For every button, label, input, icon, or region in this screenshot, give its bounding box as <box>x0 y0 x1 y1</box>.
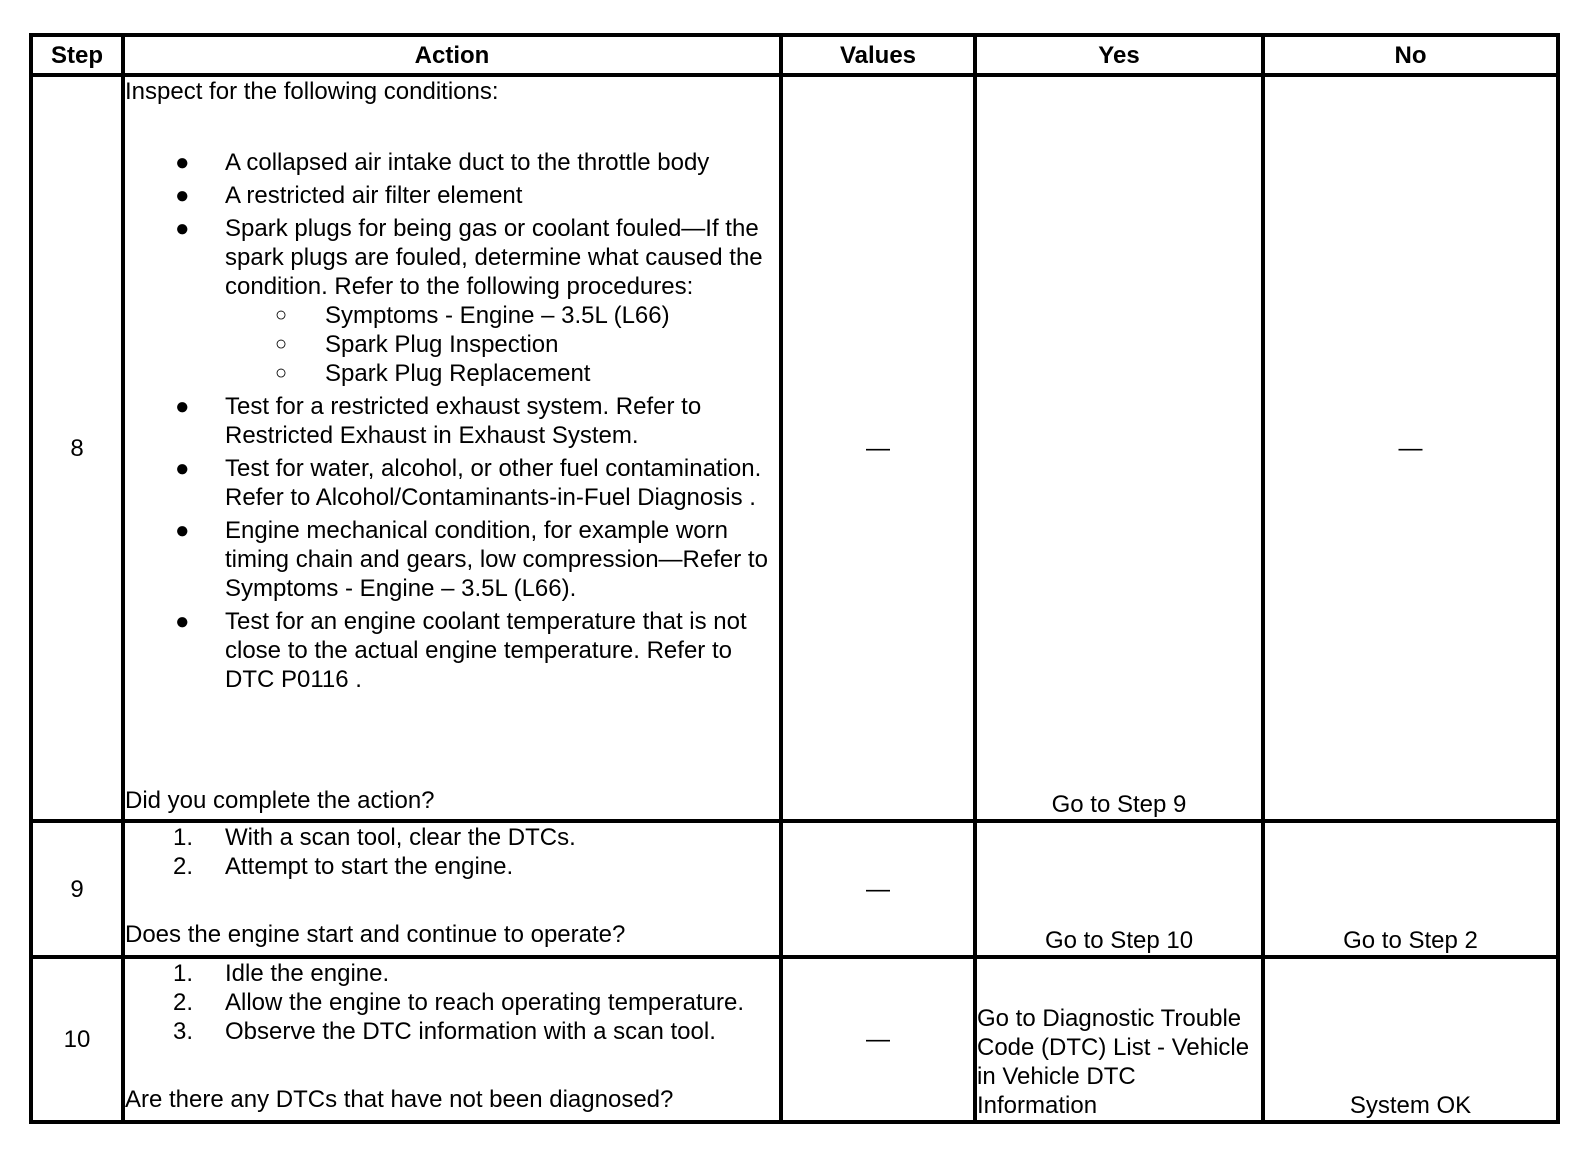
list-item: 2. Allow the engine to reach operating temperature. <box>173 989 744 1016</box>
action-intro: Inspect for the following conditions: <box>125 78 499 105</box>
list-item: 1. With a scan tool, clear the DTCs. <box>173 824 576 851</box>
yes-cell: Go to Step 10 <box>975 821 1263 957</box>
condition-list <box>125 148 779 698</box>
circle-bullet-icon: ○ <box>275 304 288 326</box>
list-item: ● Engine mechanical condition, for example worn timing chain and gears, low compression—Refer to Symptoms - Engine – 3.5L (L66). <box>175 517 768 602</box>
step-item-number: 2. <box>173 853 194 880</box>
bullet-icon: ● <box>175 182 190 209</box>
procedure-list <box>225 301 779 388</box>
header-step: Step <box>31 35 123 75</box>
step-number: 8 <box>31 75 123 821</box>
yes-cell: Go to Step 9 <box>975 75 1263 821</box>
action-question: Are there any DTCs that have not been diagnosed? <box>125 1086 674 1113</box>
step-item-number: 1. <box>173 824 194 851</box>
bullet-icon: ● <box>175 608 190 635</box>
values-cell: — <box>781 821 975 957</box>
action-question: Does the engine start and continue to operate? <box>125 921 626 948</box>
table-row-step-8 <box>31 75 1558 821</box>
bullet-icon: ● <box>175 149 190 176</box>
header-no: No <box>1263 35 1558 75</box>
list-item: ● Test for a restricted exhaust system. Refer to Restricted Exhaust in Exhaust System. <box>175 393 702 449</box>
bullet-icon: ● <box>175 215 190 242</box>
procedure-steps <box>125 959 779 1046</box>
action-cell <box>123 821 781 957</box>
no-cell: — <box>1263 75 1558 821</box>
list-item: 2. Attempt to start the engine. <box>173 853 514 880</box>
step-item-number: 2. <box>173 989 194 1016</box>
step-number: 10 <box>31 957 123 1122</box>
circle-bullet-icon: ○ <box>275 333 288 355</box>
bullet-icon: ● <box>175 455 190 482</box>
list-item: 1. Idle the engine. <box>173 960 390 987</box>
sub-list-item: ○ Spark Plug Replacement <box>275 360 591 387</box>
procedure-steps <box>125 823 779 881</box>
values-cell: — <box>781 957 975 1122</box>
list-item: ● Spark plugs for being gas or coolant fouled—If the spark plugs are fouled, determine what caused the condition. Refer to the following procedures: ○ Symptoms - Engine – 3.5L (L66) ○ Spark Plug Inspection ○ Spark Plug Replacement <box>125 214 779 388</box>
table-row-step-9 <box>31 821 1558 957</box>
list-item: ● A restricted air filter element <box>175 182 523 209</box>
yes-cell: Go to Diagnostic Trouble Code (DTC) List - Vehicle in Vehicle DTC Information <box>975 957 1263 1122</box>
bullet-icon: ● <box>175 393 190 420</box>
action-question: Did you complete the action? <box>125 787 435 814</box>
values-cell: — <box>781 75 975 821</box>
header-action: Action <box>123 35 781 75</box>
diagnostic-table <box>29 33 1560 1124</box>
circle-bullet-icon: ○ <box>275 362 288 384</box>
list-item: ● Test for water, alcohol, or other fuel contamination. Refer to Alcohol/Contaminants-in-Fuel Diagnosis . <box>175 455 762 511</box>
header-yes: Yes <box>975 35 1263 75</box>
no-cell: Go to Step 2 <box>1263 821 1558 957</box>
action-cell <box>123 75 781 821</box>
table-row-step-10 <box>31 957 1558 1122</box>
header-row <box>31 35 1558 75</box>
no-cell: System OK <box>1263 957 1558 1122</box>
list-item: 3. Observe the DTC information with a scan tool. <box>173 1018 716 1045</box>
step-number: 9 <box>31 821 123 957</box>
list-item: ● A collapsed air intake duct to the throttle body <box>175 149 710 176</box>
action-cell <box>123 957 781 1122</box>
step-item-number: 3. <box>173 1018 194 1045</box>
sub-list-item: ○ Spark Plug Inspection <box>275 331 559 358</box>
list-item: ● Test for an engine coolant temperature that is not close to the actual engine temperature. Refer to DTC P0116 . <box>175 608 747 693</box>
step-item-number: 1. <box>173 960 194 987</box>
header-values: Values <box>781 35 975 75</box>
sub-list-item: ○ Symptoms - Engine – 3.5L (L66) <box>275 302 670 329</box>
bullet-icon: ● <box>175 517 190 544</box>
